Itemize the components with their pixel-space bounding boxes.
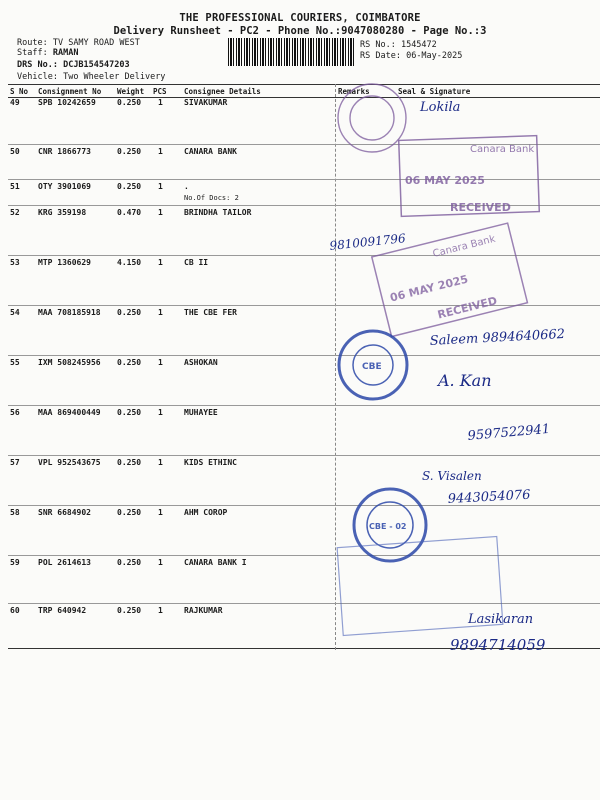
- vehicle-label: Vehicle:: [17, 72, 58, 82]
- canara-name-2: Canara Bank: [431, 233, 497, 260]
- cell-pcs: 1: [158, 208, 163, 217]
- handwritten-phone-57: 9443054076: [447, 487, 531, 507]
- drs-label: DRS No.:: [17, 60, 58, 70]
- canara-name-1: Canara Bank: [470, 144, 535, 155]
- cell-consignment: MAA 708185918: [38, 308, 101, 317]
- stamp-received-1: RECEIVED: [450, 201, 511, 214]
- table-row: [8, 508, 600, 560]
- row-separator: [8, 355, 600, 356]
- staff-value: RAMAN: [52, 48, 79, 58]
- cell-weight: 0.250: [117, 182, 142, 191]
- cell-weight: 0.250: [117, 308, 142, 317]
- cell-sno: 54: [10, 308, 20, 317]
- handwritten-phone-56: 9597522941: [467, 421, 551, 444]
- cell-consignment: OTY 3901069: [38, 182, 91, 191]
- route-label: Route:: [17, 38, 48, 48]
- rs-date-value: 06-May-2025: [406, 51, 463, 61]
- cell-consignment: MAA 869400449: [38, 408, 101, 417]
- cell-consignee: BRINDHA TAILOR: [184, 208, 252, 217]
- col-weight: Weight: [117, 87, 145, 96]
- cell-weight: 0.250: [117, 98, 142, 107]
- cell-consignment: VPL 952543675: [38, 458, 101, 467]
- table-row: [8, 98, 600, 150]
- rs-no-value: 1545472: [400, 40, 437, 50]
- cell-weight: 0.250: [117, 458, 142, 467]
- handwritten-sig-60: Lasikaran: [468, 612, 534, 627]
- cell-sno: 52: [10, 208, 20, 217]
- cell-consignment: TRP 640942: [38, 606, 87, 615]
- vehicle-value: Two Wheeler Delivery: [63, 72, 166, 82]
- cbe02-stamp-text: CBE - 02: [369, 522, 407, 531]
- table-row: [8, 458, 600, 510]
- cell-consignment: SNR 6684902: [38, 508, 91, 517]
- route-value: TV SAMY ROAD WEST: [52, 38, 140, 48]
- staff-label: Staff:: [17, 48, 48, 58]
- cell-sno: 57: [10, 458, 20, 467]
- cell-consignee: SIVAKUMAR: [184, 98, 228, 107]
- vehicle-line: [17, 72, 165, 82]
- cell-consignee: .: [184, 182, 189, 191]
- cell-consignment: KRG 359198: [38, 208, 87, 217]
- handwritten-sig-54: Saleem 9894640662: [429, 326, 566, 349]
- col-consignment: Consignment No: [38, 87, 102, 96]
- cell-weight: 0.250: [117, 508, 142, 517]
- cell-consignee: RAJKUMAR: [184, 606, 223, 615]
- cell-pcs: 1: [158, 606, 163, 615]
- row-separator: [8, 555, 600, 556]
- cell-weight: 0.250: [117, 358, 142, 367]
- runsheet-table: [8, 84, 600, 650]
- cell-sno: 59: [10, 558, 20, 567]
- barcode: [228, 38, 354, 66]
- cell-pcs: 1: [158, 147, 163, 156]
- handwritten-sig-49: Lokila: [420, 100, 461, 115]
- rs-date-label: RS Date:: [360, 51, 401, 61]
- rs-no-label: RS No.:: [360, 40, 396, 50]
- route-line: [17, 38, 140, 48]
- stamp-date-2: 06 MAY 2025: [388, 272, 470, 305]
- cell-consignee: KIDS ETHINC: [184, 458, 237, 467]
- table-row: [8, 606, 600, 658]
- row-separator: [8, 455, 600, 456]
- cell-consignee: CB II: [184, 258, 209, 267]
- cell-consignee: THE CBE FER: [184, 308, 237, 317]
- cell-weight: 0.250: [117, 147, 142, 156]
- staff-line: [17, 48, 78, 58]
- row-separator: [8, 603, 600, 604]
- cell-consignee: CANARA BANK I: [184, 558, 247, 567]
- table-row: [8, 208, 600, 260]
- company-title: THE PROFESSIONAL COURIERS, COIMBATORE: [179, 12, 421, 24]
- handwritten-phone-60: 9894714059: [450, 636, 546, 654]
- cell-pcs: 1: [158, 358, 163, 367]
- cell-sno: 50: [10, 147, 20, 156]
- drs-value: DCJB154547203: [63, 60, 130, 70]
- cell-sno: 58: [10, 508, 20, 517]
- cell-pcs: 1: [158, 508, 163, 517]
- cell-consignment: POL 2614613: [38, 558, 91, 567]
- table-row: [8, 258, 600, 310]
- table-row: [8, 408, 600, 460]
- cell-pcs: 1: [158, 182, 163, 191]
- cell-pcs: 1: [158, 408, 163, 417]
- cell-weight: 0.250: [117, 558, 142, 567]
- col-pcs: PCS: [153, 87, 167, 96]
- cell-pcs: 1: [158, 308, 163, 317]
- cell-weight: 0.250: [117, 408, 142, 417]
- row-separator: [8, 144, 600, 145]
- stamp-received-2: RECEIVED: [436, 294, 499, 322]
- cell-sno: 49: [10, 98, 20, 107]
- cell-consignment: MTP 1360629: [38, 258, 91, 267]
- cell-sno: 55: [10, 358, 20, 367]
- rs-no-line: [360, 40, 437, 50]
- cell-pcs: 1: [158, 558, 163, 567]
- runsheet-title: Delivery Runsheet - PC2 - Phone No.:9047080280 - Page No.:3: [113, 25, 487, 37]
- drs-line: [17, 60, 130, 70]
- handwritten-phone-52: 9810091796: [328, 231, 407, 253]
- table-top-rule: [8, 84, 600, 85]
- cbe-stamp-text: CBE: [362, 362, 382, 372]
- col-seal: Seal & Signature: [398, 87, 471, 96]
- table-row: [8, 308, 600, 360]
- cell-consignee: CANARA BANK: [184, 147, 237, 156]
- row-separator: [8, 205, 600, 206]
- row-separator: [8, 305, 600, 306]
- cell-consignment: CNR 1866773: [38, 147, 91, 156]
- cell-consignee: ASHOKAN: [184, 358, 218, 367]
- cell-sno: 51: [10, 182, 20, 191]
- cell-pcs: 1: [158, 258, 163, 267]
- cell-consignment: IXM 508245956: [38, 358, 101, 367]
- row-separator: [8, 255, 600, 256]
- cell-weight: 0.470: [117, 208, 142, 217]
- cell-weight: 0.250: [117, 606, 142, 615]
- cell-pcs: 1: [158, 458, 163, 467]
- row-separator: [8, 405, 600, 406]
- cell-pcs: 1: [158, 98, 163, 107]
- cell-sno: 56: [10, 408, 20, 417]
- col-remarks: Remarks: [338, 87, 370, 96]
- table-row: [8, 358, 600, 410]
- cell-consignee: MUHAYEE: [184, 408, 218, 417]
- handwritten-sig-55: A. Kan: [438, 371, 492, 390]
- rs-date-line: [360, 51, 462, 61]
- cell-note: No.Of Docs: 2: [184, 194, 239, 202]
- cell-consignment: SPB 10242659: [38, 98, 96, 107]
- cell-consignee: AHM COROP: [184, 508, 228, 517]
- col-sno: S No: [10, 87, 29, 96]
- cell-sno: 60: [10, 606, 20, 615]
- row-separator: [8, 179, 600, 180]
- stamp-date-1: 06 MAY 2025: [405, 174, 485, 187]
- col-consignee: Consignee Details: [184, 87, 261, 96]
- cell-sno: 53: [10, 258, 20, 267]
- row-separator: [8, 505, 600, 506]
- handwritten-sig-57: S. Visalen: [422, 469, 482, 483]
- cell-weight: 4.150: [117, 258, 142, 267]
